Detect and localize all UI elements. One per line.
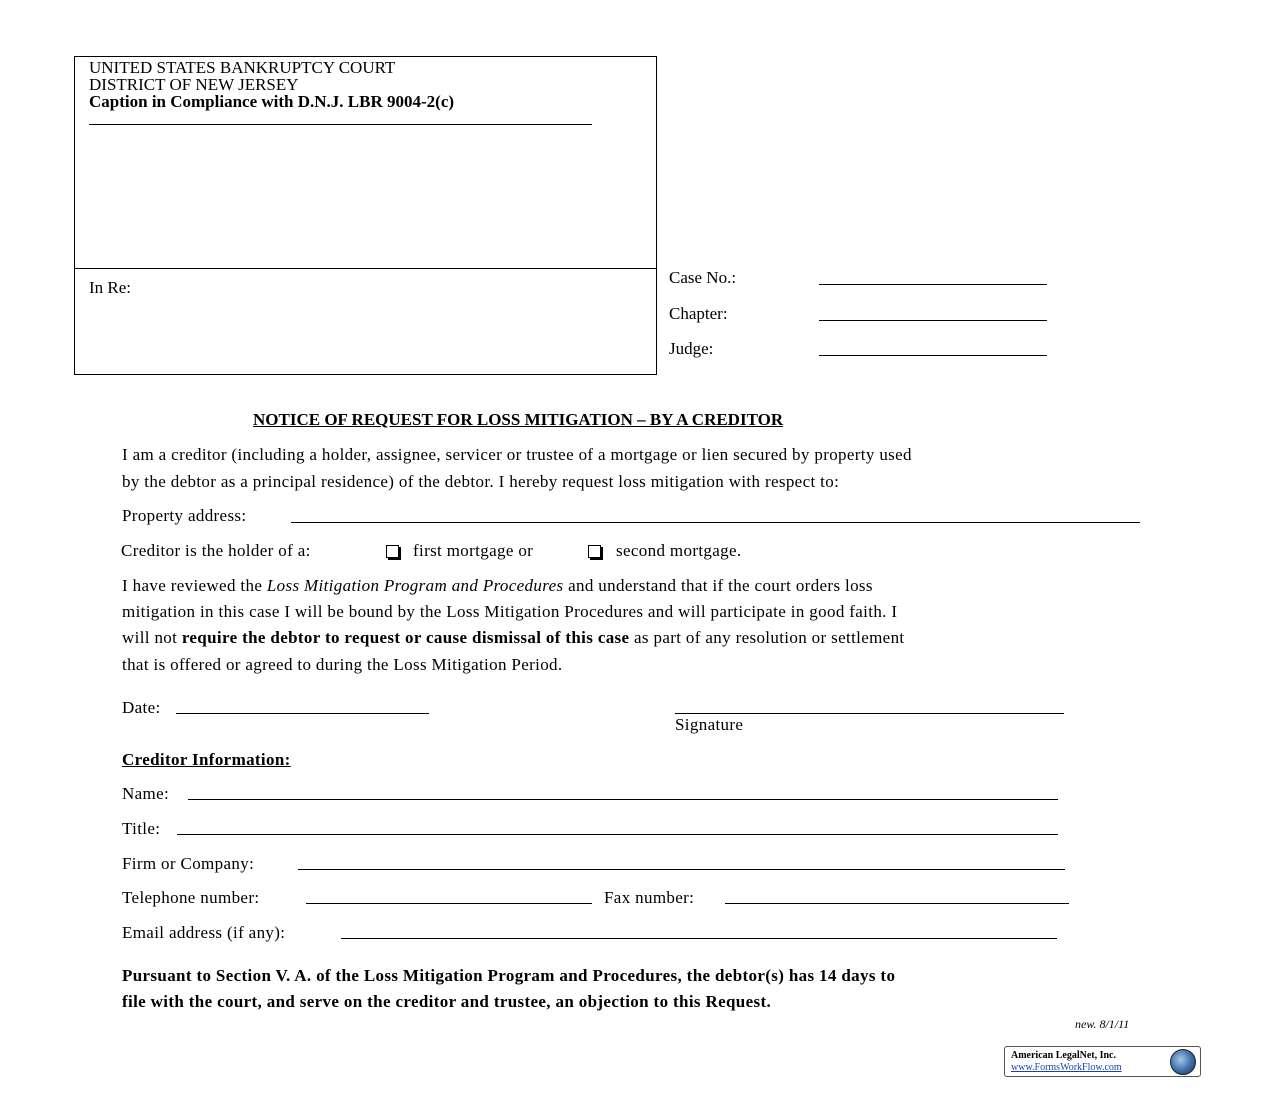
date-field[interactable] (176, 713, 429, 714)
property-address-field[interactable] (291, 522, 1140, 523)
judge-field[interactable] (819, 355, 1047, 356)
first-mortgage-checkbox[interactable] (386, 545, 399, 558)
review-line-1-pre: I have reviewed the (122, 576, 267, 595)
caption-rule (89, 124, 592, 125)
fax-label: Fax number: (604, 888, 695, 907)
logo-url-link[interactable]: www.FormsWorkFlow.com (1011, 1062, 1122, 1073)
intro-line-2: by the debtor as a principal residence) of the debtor. I hereby request loss mitigation with respect to: (122, 472, 840, 491)
case-no-label: Case No.: (669, 268, 737, 287)
email-field[interactable] (341, 938, 1057, 939)
logo-company: American LegalNet, Inc. (1011, 1050, 1116, 1061)
firm-label: Firm or Company: (122, 854, 255, 873)
globe-icon (1170, 1049, 1196, 1075)
title-field[interactable] (177, 834, 1058, 835)
firm-field[interactable] (298, 869, 1065, 870)
program-title: Loss Mitigation Program and Procedures (266, 576, 564, 595)
chapter-field[interactable] (819, 320, 1047, 321)
case-no-field[interactable] (819, 284, 1047, 285)
first-mortgage-label: first mortgage or (413, 541, 534, 560)
review-line-1-post: and understand that if the court orders loss (563, 576, 873, 595)
chapter-label: Chapter: (669, 304, 728, 323)
review-line-3 (122, 628, 905, 648)
review-line-2: mitigation in this case I will be bound by the Loss Mitigation Procedures and will participate in good faith. I (122, 602, 898, 621)
notice-line-2: file with the court, and serve on the creditor and trustee, an objection to this Request. (122, 992, 772, 1011)
name-label: Name: (122, 784, 170, 803)
page-title: NOTICE OF REQUEST FOR LOSS MITIGATION – BY A CREDITOR (253, 410, 784, 429)
second-mortgage-label: second mortgage. (616, 541, 742, 560)
telephone-field[interactable] (306, 903, 592, 904)
court-name: UNITED STATES BANKRUPTCY COURT (89, 58, 396, 77)
title-label: Title: (122, 819, 161, 838)
signature-field[interactable] (675, 713, 1064, 714)
date-label: Date: (122, 698, 161, 717)
caption-compliance: Caption in Compliance with D.N.J. LBR 9004-2(c) (89, 92, 455, 111)
telephone-label: Telephone number: (122, 888, 260, 907)
in-re-label: In Re: (89, 278, 132, 297)
court-district: DISTRICT OF NEW JERSEY (89, 75, 299, 94)
holder-label: Creditor is the holder of a: (121, 541, 311, 560)
judge-label: Judge: (669, 339, 714, 358)
review-line-1 (122, 576, 873, 596)
review-line-4: that is offered or agreed to during the Loss Mitigation Period. (122, 655, 563, 674)
review-line-3-post: as part of any resolution or settlement (629, 628, 905, 647)
caption-box (74, 56, 657, 375)
name-field[interactable] (188, 799, 1058, 800)
notice-line-1: Pursuant to Section V. A. of the Loss Mitigation Program and Procedures, the debtor(s) has 14 days to (122, 966, 896, 985)
email-label: Email address (if any): (122, 923, 286, 942)
intro-line-1: I am a creditor (including a holder, assignee, servicer or trustee of a mortgage or lien secured by property used (122, 445, 912, 464)
second-mortgage-checkbox[interactable] (588, 545, 601, 558)
caption-divider (75, 268, 656, 269)
review-line-3-pre: will not (122, 628, 182, 647)
creditor-info-heading: Creditor Information: (122, 750, 291, 769)
version-note: new. 8/1/11 (1075, 1017, 1130, 1031)
signature-label: Signature (675, 715, 744, 734)
review-bold-clause: require the debtor to request or cause dismissal of this case (181, 628, 630, 647)
logo[interactable] (1004, 1046, 1201, 1077)
property-address-label: Property address: (122, 506, 247, 525)
fax-field[interactable] (725, 903, 1069, 904)
